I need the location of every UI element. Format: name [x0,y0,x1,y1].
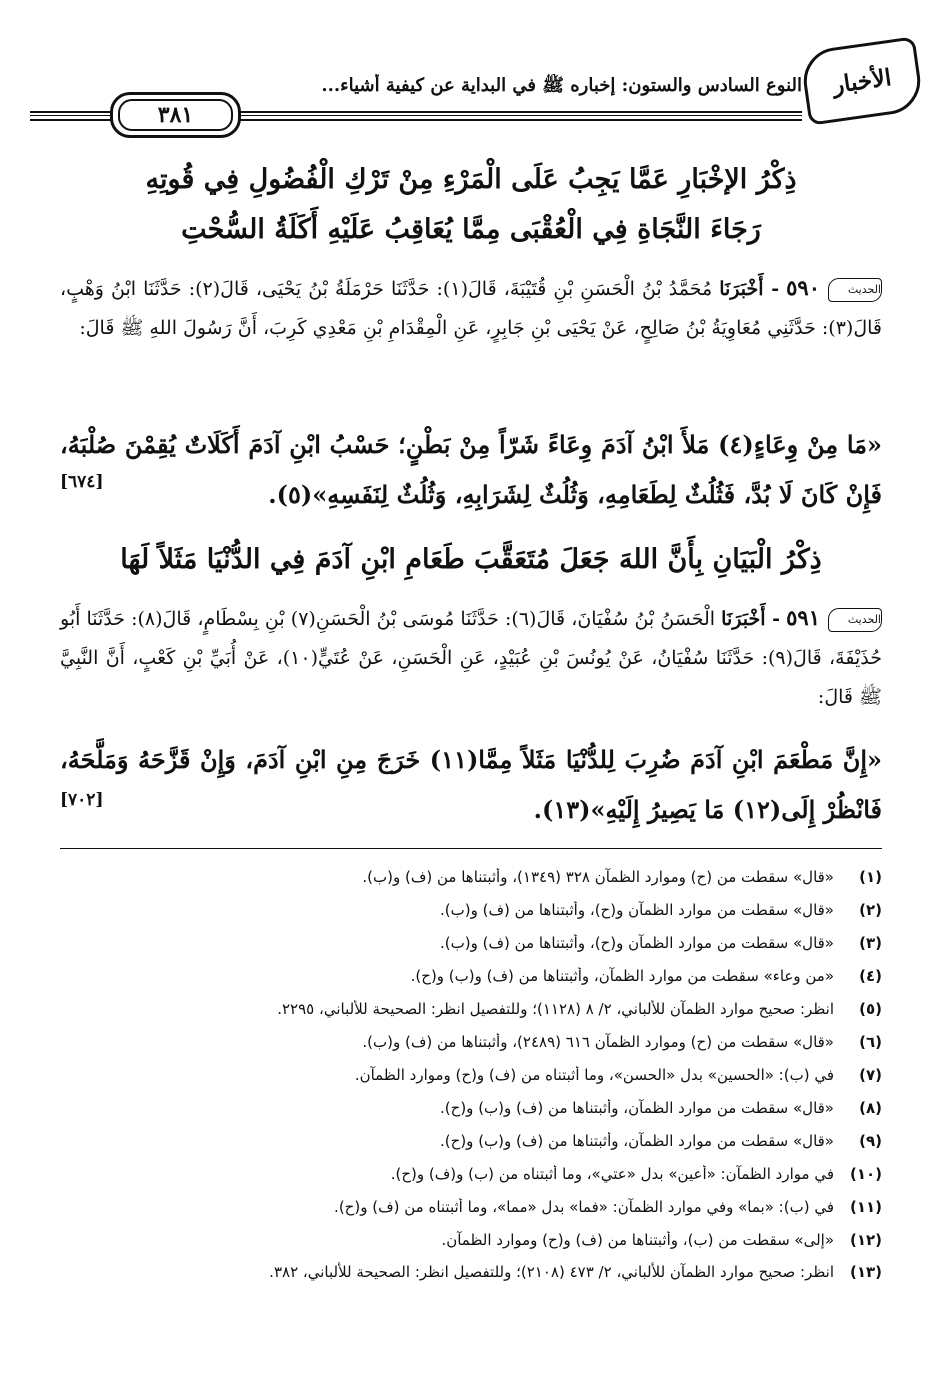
akhbarana-word: أَخْبَرَنَا [719,278,764,300]
footnote-number: (٦) [859,1032,882,1051]
footnote-text: «إلى» سقطت من (ب)، وأثبتناها من (ف) و(ح) وموارد الظمآن. [441,1230,834,1249]
footnote-number: (١٢) [849,1230,882,1249]
footnote-item [60,1091,882,1124]
footnote-item [60,1223,882,1256]
page-number-box [110,92,241,138]
footnote-text: «قال» سقطت من (ح) وموارد الظمآن ٣٢٨ (١٣٤٩)، وأثبتناها من (ف) و(ب). [362,867,834,886]
footnote-text: انظر: صحيح موارد الظمآن للألباني، ٢/ ٤٧٣ (٢١٠٨)؛ وللتفصيل انظر: الصحيحة للألباني، ٣٨٢. [269,1263,834,1281]
footnote-number: (١١) [849,1197,882,1216]
heading-line: رَجَاءَ النَّجَاةِ فِي الْعُقْبَى مِمَّا يُعَاقِبُ عَلَيْهِ أَكَلَةُ السُّحْتِ [181,214,761,245]
hadith-isnad: الحديث٥٩٠ - أَخْبَرَنَا مُحَمَّدُ بْنُ الْحَسَنِ بْنِ قُتَيْبَةَ، قَالَ(١): حَدَّثَنَا حَرْمَلَةُ بْنُ يَحْيَى، قَالَ(٢): حَدَّثَنَا ابْنُ وَهْبٍ، قَالَ(٣): حَدَّثَنِي مُعَاوِيَةُ بْنُ صَالِحٍ، عَنْ يَحْيَى بْنِ جَابِرٍ، عَنِ الْمِقْدَامِ بْنِ مَعْدِي كَرِبَ، أَنَّ رَسُولَ اللهِ ﷺ قَالَ: [60,275,882,339]
footnote-item [60,992,882,1025]
footnote-item [60,1157,882,1190]
footnote-item [60,893,882,926]
footnote-item [60,1025,882,1058]
footnote-text: «قال» سقطت من موارد الظمآن، وأثبتناها من (ف) و(ب) و(ح). [440,1098,834,1117]
akhbarana-word: أَخْبَرَنَا [721,608,766,630]
section-heading [40,155,902,255]
footnote-number: (١) [859,867,882,886]
hadith-number: ٥٩١ [786,605,820,630]
footnote-item [60,926,882,959]
hadith-matn: «إِنَّ مَطْعَمَ ابْنِ آدَمَ ضُرِبَ لِلدُّنْيَا مَثَلاً مِمَّا(١١) خَرَجَ مِنِ ابْنِ آدَمَ، وَإِنْ قَزَّحَهُ وَمَلَّحَهُ، فَانْظُرْ إِلَى(١٢) مَا يَصِيرُ إِلَيْهِ»(١٣). [60,745,882,824]
footnote-text: في (ب): «الحسين» بدل «الحسن»، وما أثبتناه من (ف) و(ح) وموارد الظمآن. [354,1065,834,1084]
chapter-badge: الأخبار [799,36,924,125]
hadith-bookmark-icon: الحديث [828,608,882,632]
footnote-number: (٧) [859,1065,882,1084]
footnote-item [60,959,882,992]
footnote-text: «قال» سقطت من موارد الظمآن و(ح)، وأثبتناها من (ف) و(ب). [440,900,834,919]
footnote-text: «قال» سقطت من موارد الظمآن و(ح)، وأثبتناها من (ف) و(ب). [440,933,834,952]
footnote-number: (٤) [859,966,882,985]
footnote-text: في موارد الظمآن: «أعين» بدل «عتي»، وما أثبتناه من (ب) و(ف) و(ح). [390,1164,834,1183]
hadith-bookmark-icon: الحديث [828,278,882,302]
section-heading [40,535,902,585]
footnote-number: (١٣) [849,1263,882,1281]
footnote-text: «من وعاء» سقطت من موارد الظمآن، وأثبتناها من (ف) و(ب) و(ح). [410,966,834,985]
footnote-item [60,1190,882,1223]
heading-line: ذِكْرُ الْبَيَانِ بِأَنَّ اللهَ جَعَلَ مُتَعَقَّبَ طَعَامِ ابْنِ آدَمَ فِي الدُّنْيَا مَثَلاً لَهَا [120,544,822,575]
footnote-text: «قال» سقطت من موارد الظمآن، وأثبتناها من (ف) و(ب) و(ح). [440,1131,834,1150]
footnote-item [60,1124,882,1157]
running-title: النوع السادس والستون: إخباره ﷺ في البداية عن كيفية أشياء... [321,75,802,96]
running-header [30,40,920,132]
page-number: ٣٨١ [118,99,233,131]
footnote-item [60,1256,882,1288]
footnote-text: «قال» سقطت من (ح) وموارد الظمآن ٦١٦ (٢٤٨٩)، وأثبتناها من (ف) و(ب). [362,1032,834,1051]
footnotes [60,860,882,1288]
hadith-reference: [٧٠٢] [60,790,104,810]
footnote-number: (١٠) [849,1164,882,1183]
isnad-text: الْحَسَنُ بْنُ سُفْيَانَ، قَالَ(٦): حَدَّثَنَا مُوسَى بْنُ الْحَسَنِ(٧) بْنِ بِسْطَامٍ، قَالَ(٨): حَدَّثَنَا أَبُو حُذَيْفَةَ، قَالَ(٩): حَدَّثَنَا سُفْيَانُ، عَنْ يُونُسَ بْنِ عُبَيْدٍ، عَنِ الْحَسَنِ، عَنْ عُتَيٍّ(١٠)، عَنْ أُبَيِّ بْنِ كَعْبٍ، أَنَّ النَّبِيَّ ﷺ قَالَ: [60,608,882,708]
heading-line: ذِكْرُ الإخْبَارِ عَمَّا يَجِبُ عَلَى الْمَرْءِ مِنْ تَرْكِ الْفُضُولِ فِي قُوتِهِ [145,164,797,195]
footnote-text: في (ب): «بما» وفي موارد الظمآن: «فما» بدل «مما»، وما أثبتناه من (ف) و(ح). [334,1197,834,1216]
hadith-isnad: الحديث٥٩١ - أَخْبَرَنَا الْحَسَنُ بْنُ سُفْيَانَ، قَالَ(٦): حَدَّثَنَا مُوسَى بْنُ الْحَسَنِ(٧) بْنِ بِسْطَامٍ، قَالَ(٨): حَدَّثَنَا أَبُو حُذَيْفَةَ، قَالَ(٩): حَدَّثَنَا سُفْيَانُ، عَنْ يُونُسَ بْنِ عُبَيْدٍ، عَنِ الْحَسَنِ، عَنْ عُتَيٍّ(١٠)، عَنْ أُبَيِّ بْنِ كَعْبٍ، أَنَّ النَّبِيَّ ﷺ قَالَ: [60,605,882,708]
footnote-number: (٢) [859,900,882,919]
footnote-number: (٣) [859,933,882,952]
footnote-item [60,860,882,893]
footnote-number: (٥) [859,999,882,1018]
hadith-matn: «مَا مِنْ وِعَاءٍ(٤) مَلأَ ابْنُ آدَمَ وِعَاءً شَرّاً مِنْ بَطْنٍ؛ حَسْبُ ابْنِ آدَمَ أَكَلَاتٌ يُقِمْنَ صُلْبَهُ، فَإِنْ كَانَ لَا بُدَّ، فَثُلُثٌ لِطَعَامِهِ، وَثُلُثٌ لِشَرَابِهِ، وَثُلُثٌ لِنَفَسِهِ»(٥). [60,430,882,509]
hadith-number: ٥٩٠ [786,275,820,300]
footnote-number: (٩) [859,1131,882,1150]
hadith-reference: [٦٧٤] [60,472,104,492]
footnote-separator [60,848,882,849]
isnad-text: مُحَمَّدُ بْنُ الْحَسَنِ بْنِ قُتَيْبَةَ، قَالَ(١): حَدَّثَنَا حَرْمَلَةُ بْنُ يَحْيَى، قَالَ(٢): حَدَّثَنَا ابْنُ وَهْبٍ، قَالَ(٣): حَدَّثَنِي مُعَاوِيَةُ بْنُ صَالِحٍ، عَنْ يَحْيَى بْنِ جَابِرٍ، عَنِ الْمِقْدَامِ بْنِ مَعْدِي كَرِبَ، أَنَّ رَسُولَ اللهِ ﷺ قَالَ: [60,278,882,339]
footnote-number: (٨) [859,1098,882,1117]
footnote-text: انظر: صحيح موارد الظمآن للألباني، ٢/ ٨ (١١٢٨)؛ وللتفصيل انظر: الصحيحة للألباني، ٢٢٩٥. [277,999,834,1018]
footnote-item [60,1058,882,1091]
